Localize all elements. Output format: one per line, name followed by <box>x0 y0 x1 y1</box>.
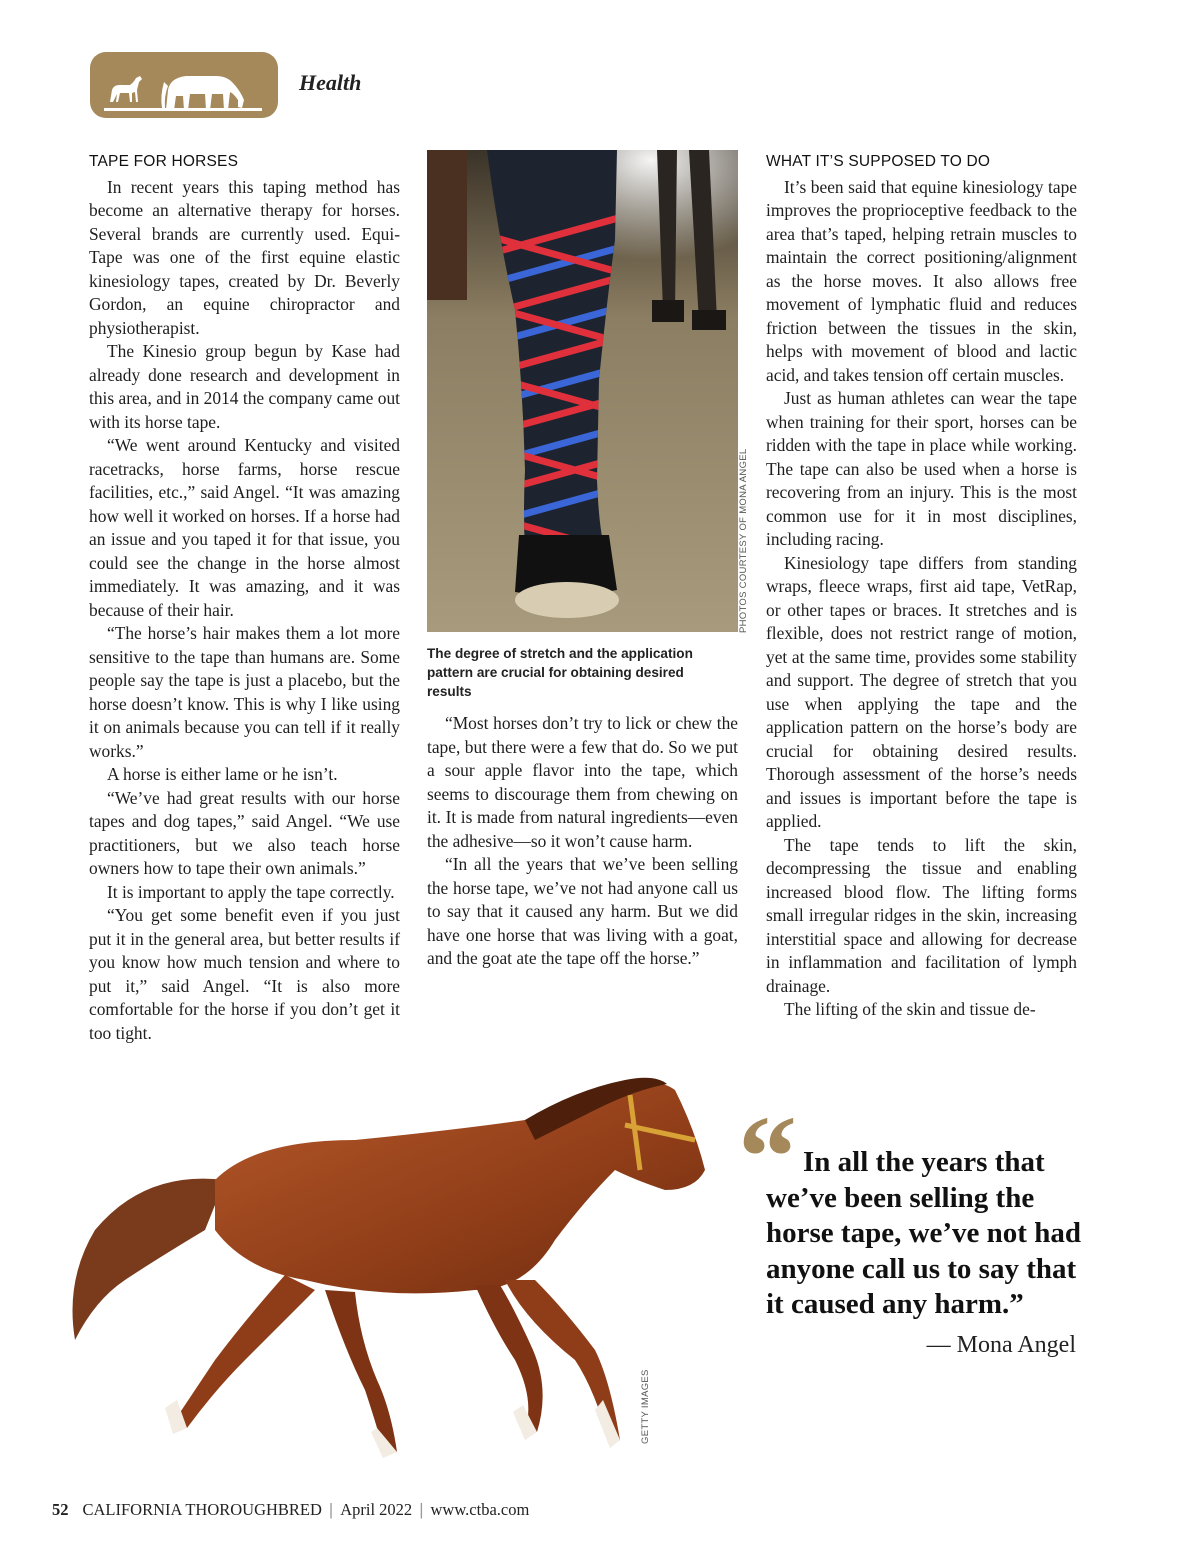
photo-credit: GETTY IMAGES <box>640 1369 651 1444</box>
paragraph: In recent years this taping method has become an alternative therapy for horses. Several brands are currently used. Equi-Tape was one of the first equine elastic kinesiology tapes, created by Dr. Beverly Gordon, an equine chiropractor and physiotherapist. <box>89 176 400 338</box>
section-heading: TAPE FOR HORSES <box>89 153 239 170</box>
page-number: 52 <box>52 1500 69 1519</box>
paragraph: It is important to apply the tape correctly. <box>107 881 395 902</box>
taped-leg-image <box>427 150 738 632</box>
page-footer <box>52 1500 529 1520</box>
article-column-2 <box>427 712 738 971</box>
paragraph: Just as human athletes can wear the tape when training for their sport, horses can be ridden with the tape in place while working. The tape can also be used when a horse is recovering from an injury. This is the most common use for it in most disciplines, including racing. <box>766 388 1077 549</box>
pull-quote: In all the years that we’ve been selling the horse tape, we’ve not had anyone call us to say that it caused any harm.” <box>766 1146 1081 1320</box>
section-heading: WHAT IT’S SUPPOSED TO DO <box>766 153 991 170</box>
magazine-name: CALIFORNIA THOROUGHBRED <box>82 1500 322 1519</box>
paragraph: A horse is either lame or he isn’t. <box>107 764 338 784</box>
footer-separator: | <box>328 1501 334 1519</box>
photo-caption: The degree of stretch and the application pattern are crucial for obtaining desired results <box>427 646 693 699</box>
galloping-horse-image <box>55 1060 725 1480</box>
paragraph: It’s been said that equine kinesiology tape improves the proprioceptive feedback to the area that’s taped, helping retrain muscles to maintain the correct positioning/alignment as the horse moves. It also allows free movement of lymphatic fluid and reduces friction between the tissues in the skin, helps with movement of blood and lactic acid, and takes tension off certain muscles. <box>766 176 1077 385</box>
paragraph: “In all the years that we’ve been selling the horse tape, we’ve not had anyone call us to say that it caused any harm. But we did have one horse that was living with a goat, and the goat ate the tape off the horse.” <box>427 854 738 968</box>
paragraph: The Kinesio group begun by Kase had already done research and development in this area, and in 2014 the company came out with its horse tape. <box>89 341 400 432</box>
footer-separator: | <box>419 1501 424 1519</box>
horses-logo-icon <box>90 52 278 118</box>
paragraph: “Most horses don’t try to lick or chew the tape, but there were a few that do. So we put a sour apple flavor into the tape, which seems to discourage them from chewing on it. It is made from natural ingredients—even the adhesive—so it won’t cause harm. <box>427 713 738 851</box>
article-column-3 <box>766 150 1077 1022</box>
paragraph: “We’ve had great results with our horse tapes and dog tapes,” said Angel. “We use practitioners, but we also teach horse owners how to tape their own animals.” <box>89 787 400 878</box>
paragraph: “You get some benefit even if you just put it in the general area, but better results if you know how much tension and where to put it,” said Angel. “It is also more comfortable for the horse if you don’t get it too tight. <box>89 905 400 1043</box>
paragraph: Kinesiology tape differs from standing wraps, fleece wraps, first aid tape, VetRap, or other tapes or braces. It stretches and is flexible, does not restrict range of motion, yet at the same time, provides some stability and support. The degree of stretch that you use when applying the tape and the application pattern on the horse’s body are crucial for obtaining desired results. Thorough assessment of the horse’s needs and issues is important before the tape is applied. <box>766 552 1077 831</box>
quote-mark-icon: “ <box>738 1091 797 1222</box>
photo-credit: PHOTOS COURTESY OF MONA ANGEL <box>738 448 749 633</box>
paragraph: “We went around Kentucky and visited racetracks, horse farms, horse rescue facilities, etc.,” said Angel. “It was amazing how well it worked on horses. If a horse had an issue and you taped it for that issue, you could see the change in the horse almost immediately. It was amazing, and it was because of their hair. <box>89 435 400 620</box>
quote-attribution: — Mona Angel <box>926 1332 1076 1358</box>
magazine-logo <box>90 52 278 118</box>
taped-leg-photo <box>427 150 738 632</box>
issue-date: April 2022 <box>340 1500 413 1519</box>
article-column-1 <box>89 150 400 1045</box>
paragraph: The tape tends to lift the skin, decompressing the tissue and enabling increased blood flow. The lifting forms small irregular ridges in the skin, increasing interstitial space and allowing for decrease in inflammation and facilitation of lymph drainage. <box>766 834 1077 996</box>
section-label: Health <box>299 70 362 95</box>
paragraph: The lifting of the skin and tissue de- <box>784 999 1036 1019</box>
website-link[interactable]: www.ctba.com <box>430 1500 530 1519</box>
paragraph: “The horse’s hair makes them a lot more sensitive to the tape than humans are. Some people say the tape is just a placebo, but the horse doesn’t know. This is why I like using it on animals because you can tell if it really works.” <box>89 623 400 761</box>
